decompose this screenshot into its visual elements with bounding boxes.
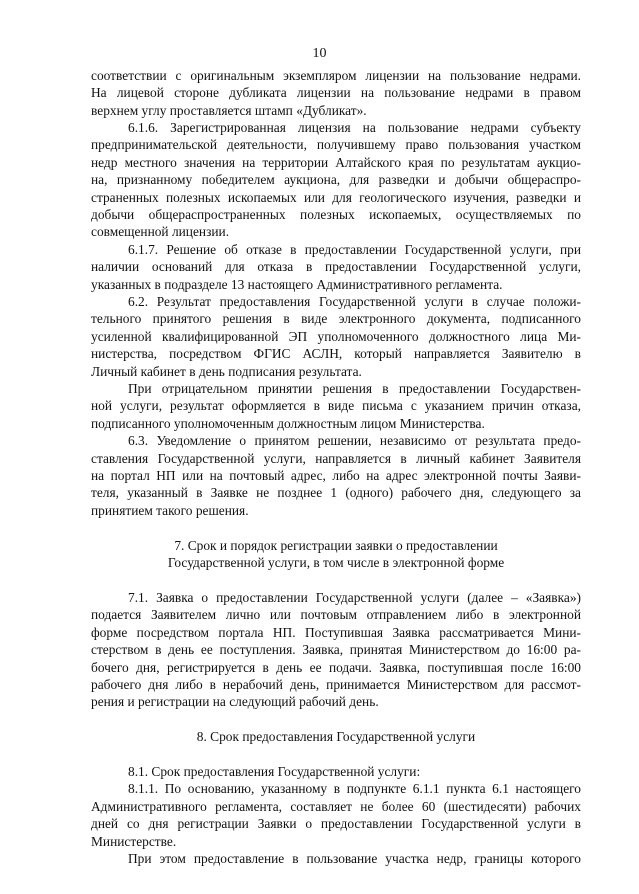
text-line: 6.1.7. Решение об отказе в предоставлении Государственной услуги, при xyxy=(128,242,581,257)
text-line: нистерства, посредством ФГИС АСЛН, который направляется Заявителю в xyxy=(91,346,581,361)
text-line: 6.2. Результат предоставления Государственной услуги в случае положи- xyxy=(128,294,581,309)
text-line: ставления Государственной услуги, направляется в личный кабинет Заявителя xyxy=(91,451,581,466)
text-line: совмещенной лицензии. xyxy=(91,224,230,239)
page-number: 10 xyxy=(312,46,327,61)
text-line: бочего дня, регистрируется в день ее подачи. Заявка, поступившая после 16:00 xyxy=(91,660,581,675)
text-line: страненных полезных ископаемых или для геологического изучения, разведки и xyxy=(91,190,581,205)
section-heading: Государственной услуги, в том числе в электронной форме xyxy=(167,555,505,570)
text-line: рабочего дня либо в нерабочий день, принимается Министерством для рассмот- xyxy=(91,677,581,692)
text-line: предпринимательской деятельности, получившему право пользования участком xyxy=(91,137,581,152)
text-line: дней со дня регистрации Заявки о предоставлении Государственной услуги в xyxy=(91,816,581,831)
text-line: Личный кабинет в день подписания результата. xyxy=(91,364,362,379)
text-line: стерством в день ее поступления. Заявка, принятая Министерством до 16:00 ра- xyxy=(91,642,581,657)
text-line: усиленной квалифицированной ЭП уполномоченного должностного лица Ми- xyxy=(91,329,581,344)
text-line: добычи общераспространенных полезных ископаемых, осуществляемых по xyxy=(91,207,581,222)
text-line: наличии оснований для отказа в предоставлении Государственной услуги, xyxy=(91,259,581,274)
text-line: тельного принятого решения в виде электронного документа, подписанного xyxy=(91,311,581,326)
text-line: На лицевой стороне дубликата лицензии на пользование недрами в правом xyxy=(91,85,581,100)
text-line: недр местного значения на территории Алтайского края по результатам аукцио- xyxy=(91,155,581,170)
text-line: теля, указанный в Заявке не позднее 1 (одного) рабочего дня, следующего за xyxy=(91,485,581,500)
text-line: 8.1. Срок предоставления Государственной услуги: xyxy=(128,764,421,779)
text-line: соответствии с оригинальным экземпляром лицензии на пользование недрами. xyxy=(91,68,581,83)
text-line: 6.3. Уведомление о принятом решении, независимо от результата предо- xyxy=(128,433,581,448)
text-line: 7.1. Заявка о предоставлении Государственной услуги (далее – «Заявка») xyxy=(128,590,581,605)
text-line: 8.1.1. По основанию, указанному в подпункте 6.1.1 пункта 6.1 настоящего xyxy=(128,781,581,796)
text-line: верхнем углу проставляется штамп «Дубликат». xyxy=(91,103,367,118)
text-line: подается Заявителем лично или почтовым отправлением либо в электронной xyxy=(91,607,581,622)
text-line: принятием такого решения. xyxy=(91,503,249,518)
section-heading: 8. Срок предоставления Государственной услуги xyxy=(196,729,476,744)
text-line: При отрицательном принятии решения в предоставлении Государствен- xyxy=(128,381,581,396)
text-line: рения и регистрации на следующий рабочий день. xyxy=(91,694,379,709)
text-line: указанных в подразделе 13 настоящего Административного регламента. xyxy=(91,277,503,292)
section-heading: 7. Срок и порядок регистрации заявки о предоставлении xyxy=(174,538,498,553)
text-line: ной услуги, результат оформляется в виде письма с указанием причин отказа, xyxy=(91,398,581,413)
text-line: на, признанному победителем аукциона, для разведки и добычи общераспро- xyxy=(91,172,581,187)
text-line: подписанного уполномоченным должностным лицом Министерства. xyxy=(91,416,485,431)
text-line: При этом предоставление в пользование участка недр, границы которого xyxy=(128,851,581,866)
text-line: Административного регламента, составляет не более 60 (шестидесяти) рабочих xyxy=(91,799,581,814)
text-line: на портал НП или на почтовый адрес, либо на адрес электронной почты Заяви- xyxy=(91,468,581,483)
text-line: форме посредством портала НП. Поступившая Заявка рассматривается Мини- xyxy=(91,625,581,640)
text-line: 6.1.6. Зарегистрированная лицензия на пользование недрами субъекту xyxy=(128,120,581,135)
text-line: Министерстве. xyxy=(91,834,177,849)
